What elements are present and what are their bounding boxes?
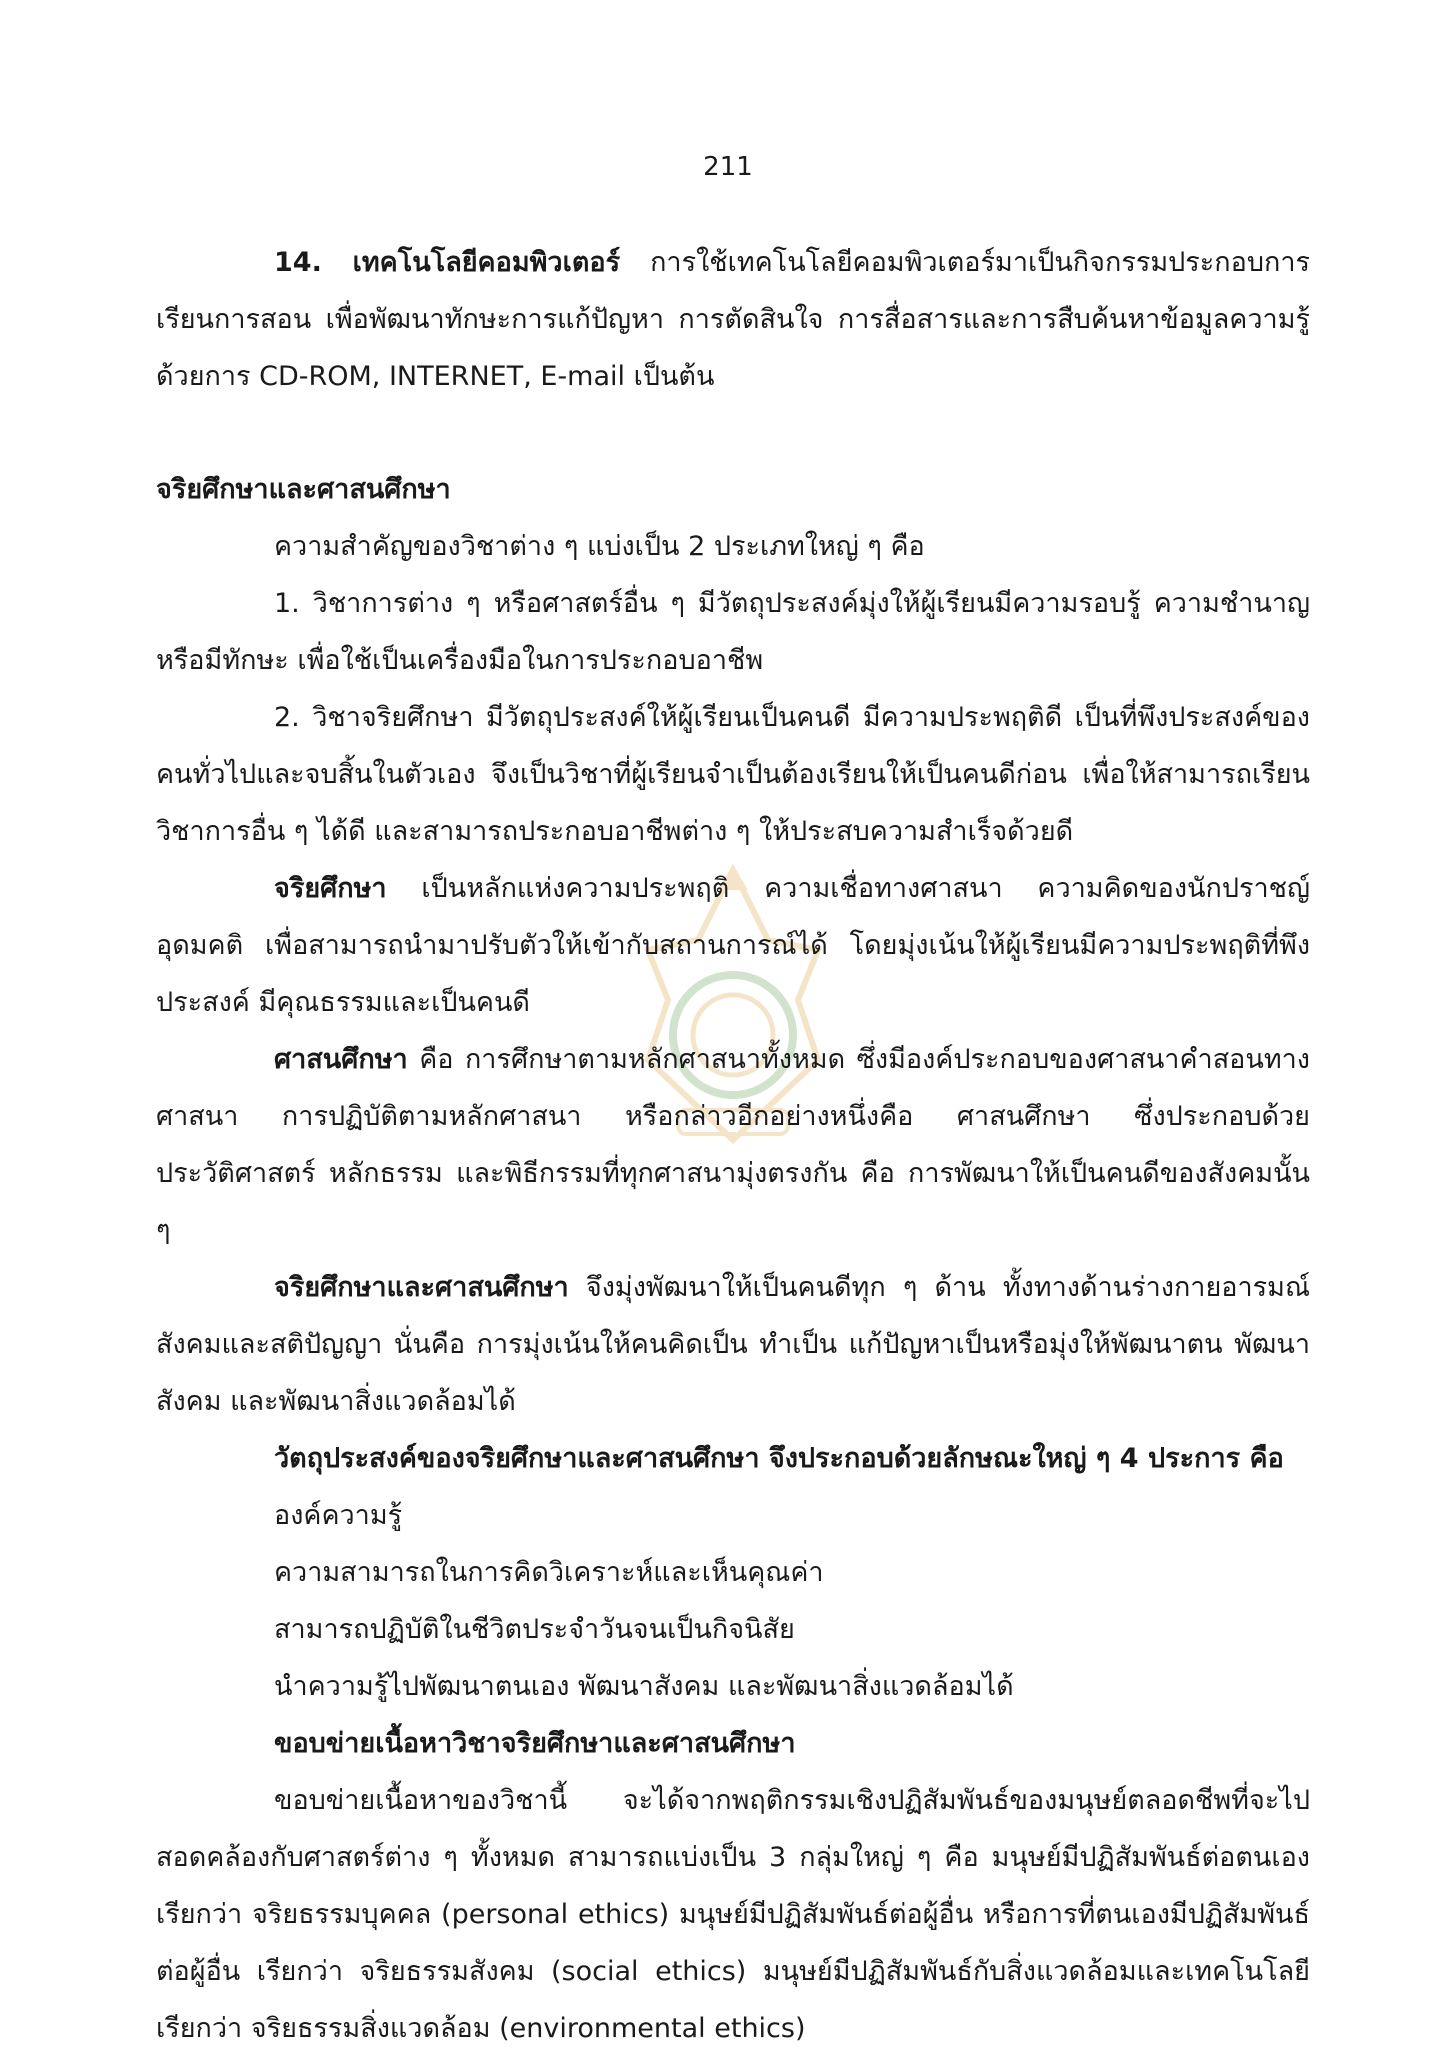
ethics-definition-term: จริยศึกษา xyxy=(274,873,387,904)
scope-paragraph: ขอบข่ายเนื้อหาของวิชานี้ จะได้จากพฤติกรรมเชิงปฏิสัมพันธ์ของมนุษย์ตลอดชีพที่จะไปสอดคล้องกับศาสตร์ต่าง ๆ ทั้งหมด สามารถแบ่งเป็น 3 กลุ่มใหญ่ ๆ คือ มนุษย์มีปฏิสัมพันธ์ต่อตนเอง เรียกว่า จริยธรรมบุคคล (personal ethics) มนุษย์มีปฏิสัมพันธ์ต่อผู้อื่น หรือการที่ตนเองมีปฏิสัมพันธ์ต่อผู้อื่น เรียกว่า จริยธรรมสังคม (social ethics) มนุษย์มีปฏิสัมพันธ์กับสิ่งแวดล้อมและเทคโนโลยี เรียกว่า จริยธรรมสิ่งแวดล้อม (environmental ethics) xyxy=(156,1785,1310,2044)
section-gap xyxy=(156,405,1310,461)
ethics-definition-text: เป็นหลักแห่งความประพฤติ ความเชื่อทางศาสนา ความคิดของนักปราชญ์อุดมคติ เพื่อสามารถนำมาปรับตัวให้เข้ากับสถานการณ์ได้ โดยมุ่งเน้นให้ผู้เรียนมีความประพฤติที่พึงประสงค์ มีคุณธรรมและเป็นคนดี xyxy=(156,873,1310,1018)
ethics-point-2: 2. วิชาจริยศึกษา มีวัตถุประสงค์ให้ผู้เรียนเป็นคนดี มีความประพฤติดี เป็นที่พึงประสงค์ของคนทั่วไปและจบสิ้นในตัวเอง จึงเป็นวิชาที่ผู้เรียนจำเป็นต้องเรียนให้เป็นคนดีก่อน เพื่อให้สามารถเรียนวิชาการอื่น ๆ ได้ดี และสามารถประกอบอาชีพต่าง ๆ ให้ประสบความสำเร็จด้วยดี xyxy=(156,702,1310,847)
document-body xyxy=(156,234,1310,2057)
objective-item: องค์ความรู้ xyxy=(274,1500,403,1531)
section-14-text: การใช้เทคโนโลยีคอมพิวเตอร์มาเป็นกิจกรรมประกอบการเรียนการสอน เพื่อพัฒนาทักษะการแก้ปัญหา การตัดสินใจ การสื่อสารและการสืบค้นหาข้อมูลความรู้ด้วยการ CD-ROM, INTERNET, E-mail เป็นต้น xyxy=(156,247,1310,392)
objective-item: ความสามารถในการคิดวิเคราะห์และเห็นคุณค่า xyxy=(274,1557,824,1588)
objective-item: สามารถปฏิบัติในชีวิตประจำวันจนเป็นกิจนิสัย xyxy=(274,1614,795,1645)
objective-item: นำความรู้ไปพัฒนาตนเอง พัฒนาสังคม และพัฒนาสิ่งแวดล้อมได้ xyxy=(274,1671,1014,1702)
section-14-paragraph xyxy=(156,234,1310,405)
religion-definition-text: คือ การศึกษาตามหลักศาสนาทั้งหมด ซึ่งมีองค์ประกอบของศาสนาคำสอนทางศาสนา การปฏิบัติตามหลักศาสนา หรือกล่าวอีกอย่างหนึ่งคือ ศาสนศึกษา ซึ่งประกอบด้วยประวัติศาสตร์ หลักธรรม และพิธีกรรมที่ทุกศาสนามุ่งตรงกัน คือ การพัฒนาให้เป็นคนดีของสังคมนั้น ๆ xyxy=(156,1044,1310,1246)
scope-heading-text: ขอบข่ายเนื้อหาวิชาจริยศึกษาและศาสนศึกษา xyxy=(274,1728,796,1759)
ethics-heading: จริยศึกษาและศาสนศึกษา xyxy=(156,474,451,505)
religion-definition-paragraph xyxy=(156,1031,1310,1259)
objectives-heading-text: วัตถุประสงค์ของจริยศึกษาและศาสนศึกษา จึงประกอบด้วยลักษณะใหญ่ ๆ 4 ประการ คือ xyxy=(274,1443,1284,1474)
ethics-point-1: 1. วิชาการต่าง ๆ หรือศาสตร์อื่น ๆ มีวัตถุประสงค์มุ่งให้ผู้เรียนมีความรอบรู้ ความชำนาญหรือมีทักษะ เพื่อใช้เป็นเครื่องมือในการประกอบอาชีพ xyxy=(156,588,1310,676)
page-number: 211 xyxy=(703,152,753,182)
objectives-heading xyxy=(156,1430,1310,1487)
ethics-intro: ความสำคัญของวิชาต่าง ๆ แบ่งเป็น 2 ประเภทใหญ่ ๆ คือ xyxy=(274,531,925,562)
combined-definition-paragraph xyxy=(156,1259,1310,1430)
combined-definition-text: จึงมุ่งพัฒนาให้เป็นคนดีทุก ๆ ด้าน ทั้งทางด้านร่างกายอารมณ์ สังคมและสติปัญญา นั่นคือ การมุ่งเน้นให้คนคิดเป็น ทำเป็น แก้ปัญหาเป็นหรือมุ่งให้พัฒนาตน พัฒนาสังคม และพัฒนาสิ่งแวดล้อมได้ xyxy=(156,1272,1311,1417)
section-14-title: 14. เทคโนโลยีคอมพิวเตอร์ xyxy=(274,247,621,278)
ethics-definition-paragraph xyxy=(156,860,1310,1031)
scope-heading xyxy=(156,1715,1310,1772)
combined-definition-term: จริยศึกษาและศาสนศึกษา xyxy=(274,1272,569,1303)
religion-definition-term: ศาสนศึกษา xyxy=(274,1044,408,1075)
